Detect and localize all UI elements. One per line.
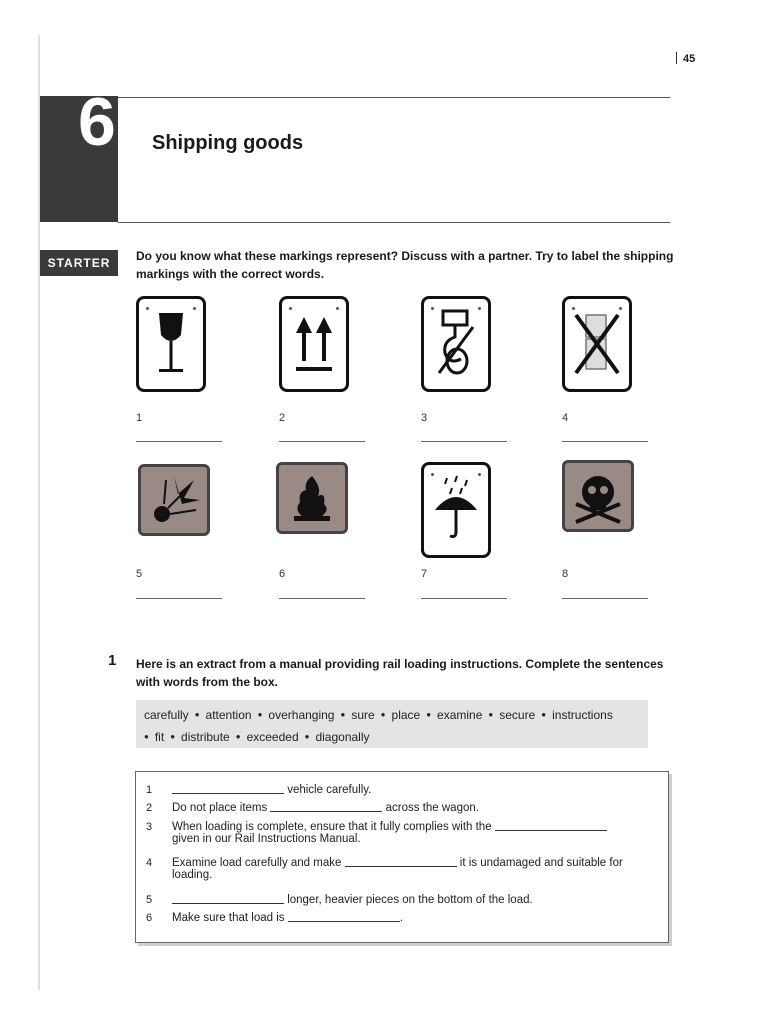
answer-blank[interactable] (495, 819, 607, 831)
bullet-separator: ● (380, 710, 386, 719)
word-box-line (144, 726, 640, 748)
bullet-separator: ● (304, 732, 310, 741)
word-item: secure (499, 708, 536, 722)
answer-line[interactable] (279, 441, 365, 442)
word-item: distribute (181, 730, 230, 744)
sentence-2 (146, 800, 479, 814)
word-item: attention (205, 708, 252, 722)
word-item: place (391, 708, 421, 722)
fragile-glass-icon (136, 296, 206, 392)
word-item: exceeded (246, 730, 299, 744)
answer-line[interactable] (421, 598, 507, 599)
sentence-text: When loading is complete, ensure that it fully complies with the (172, 821, 495, 833)
answer-line[interactable] (279, 598, 365, 599)
sentence-number: 5 (146, 894, 153, 906)
bullet-separator: ● (426, 710, 432, 719)
do-not-stack-icon (562, 296, 632, 392)
exercise-number: 1 (108, 652, 117, 669)
answer-line[interactable] (421, 441, 507, 442)
bullet-separator: ● (144, 732, 149, 741)
answer-line[interactable] (136, 598, 222, 599)
answer-line[interactable] (562, 598, 648, 599)
page-number (676, 52, 695, 65)
word-item: carefully (144, 708, 189, 722)
marking-number: 3 (421, 412, 428, 424)
starter-instruction: Do you know what these markings represent? Discuss with a partner. Try to label the shipping markings with the correct words. (136, 249, 674, 281)
bullet-separator: ● (235, 732, 241, 741)
sentence-text: Make sure that load is (172, 912, 288, 924)
sentence-text: vehicle carefully. (284, 784, 372, 796)
marking-number: 7 (421, 568, 428, 580)
toxic-skull-icon (562, 460, 634, 532)
marking-number: 2 (279, 412, 286, 424)
marking-number: 4 (562, 412, 569, 424)
word-item: examine (437, 708, 483, 722)
sentence-1 (146, 782, 371, 796)
sentence-continuation: loading. (172, 869, 213, 881)
starter-tag: STARTER (40, 250, 118, 276)
page-number-value: 45 (683, 53, 696, 65)
explosive-icon (138, 464, 210, 536)
word-item: overhanging (268, 708, 335, 722)
sentence-5 (146, 892, 533, 906)
answer-blank[interactable] (270, 800, 382, 812)
sentence-number: 2 (146, 802, 153, 814)
answer-line[interactable] (136, 441, 222, 442)
marking-number: 5 (136, 568, 143, 580)
sentence-text: . (399, 912, 403, 924)
answer-blank[interactable] (288, 910, 400, 922)
no-hooks-icon (421, 296, 491, 392)
sentence-text: it is undamaged and suitable for (456, 857, 623, 869)
sentence-number: 3 (146, 821, 153, 833)
exercise-instruction: Here is an extract from a manual providing rail loading instructions. Complete the sentences with words from the box. (136, 657, 664, 689)
sentence-text: across the wagon. (382, 802, 479, 814)
word-box (136, 700, 648, 748)
bullet-separator: ● (488, 710, 494, 719)
this-way-up-icon (279, 296, 349, 392)
unit-top-rule (118, 97, 670, 98)
word-box-line (144, 704, 640, 726)
word-item: sure (351, 708, 375, 722)
word-item: instructions (552, 708, 613, 722)
sentence-box (135, 771, 669, 943)
marking-number: 6 (279, 568, 286, 580)
sentence-continuation: given in our Rail Instructions Manual. (172, 833, 361, 845)
sentence-number: 1 (146, 784, 153, 796)
unit-bottom-rule (118, 222, 670, 223)
sentence-number: 4 (146, 857, 153, 869)
sentence-text: Do not place items (172, 802, 271, 814)
bullet-separator: ● (194, 710, 200, 719)
bullet-separator: ● (340, 710, 346, 719)
unit-number: 6 (78, 84, 116, 160)
answer-blank[interactable] (172, 892, 284, 904)
sentence-text: Examine load carefully and make (172, 857, 345, 869)
flammable-icon (276, 462, 348, 534)
keep-dry-umbrella-icon (421, 462, 491, 558)
bullet-separator: ● (170, 732, 176, 741)
sentence-6 (146, 910, 403, 924)
sentence-4 (146, 855, 623, 881)
marking-number: 1 (136, 412, 143, 424)
answer-blank[interactable] (345, 855, 457, 867)
answer-blank[interactable] (172, 782, 284, 794)
word-item: fit (154, 730, 165, 744)
sentence-3 (146, 819, 607, 845)
bullet-separator: ● (257, 710, 263, 719)
unit-title: Shipping goods (152, 132, 304, 154)
bullet-separator: ● (541, 710, 547, 719)
word-item: diagonally (315, 730, 370, 744)
sentence-text: longer, heavier pieces on the bottom of the load. (284, 894, 533, 906)
sentence-number: 6 (146, 912, 153, 924)
marking-number: 8 (562, 568, 569, 580)
page-number-divider (676, 52, 677, 64)
answer-line[interactable] (562, 441, 648, 442)
